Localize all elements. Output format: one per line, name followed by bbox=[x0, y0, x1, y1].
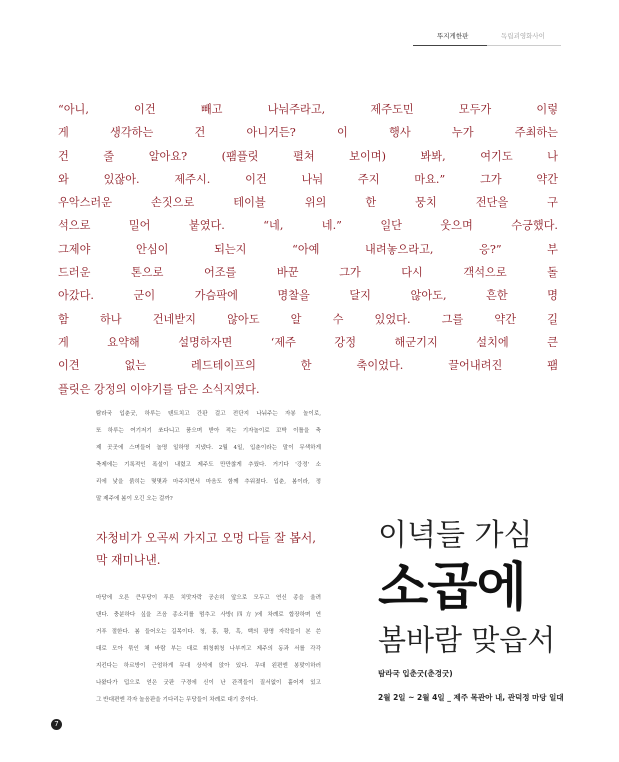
quote-line: “아니, 이건 빼고 나눠주라고, 제주도민 모두가 이렇 bbox=[58, 103, 558, 116]
intro-line: 축제에는 기록적인 폭설이 내렸고 제주도 만만찮게 추웠다. 거기다 '강정' 소 bbox=[96, 462, 321, 469]
body-line: 마당에 오른 큰무당이 푸른 치맛자락 공손히 앞으로 모두고 연신 종을 울려 bbox=[96, 595, 321, 601]
article-title-line2: 소곱에 bbox=[378, 558, 526, 618]
header-rule-active bbox=[413, 45, 487, 46]
body-line: 그 반대편엔 각자 놀음판을 기다리는 무당들이 차례로 대기 중이다. bbox=[96, 697, 258, 704]
body-line: 거푸 절한다. 봄 들어오는 길목이다. 청, 홍, 황, 흑, 백의 광명 자락들이 본 쓴 bbox=[96, 629, 321, 636]
body-line: 대로 모아 묶인 채 바람 부는 대로 휘청휘청 나부끼고 제주의 동과 서를 각각 bbox=[96, 646, 321, 653]
body-paragraph bbox=[96, 590, 321, 709]
quote-line: 드러운 톤으로 어조를 바꾼 그가 다시 객석으로 돌 bbox=[58, 266, 558, 280]
intro-line: 탐라국 입춘굿, 하루는 텐트치고 간판 걸고 전단지 나눠주는 자봉 놀이로, bbox=[96, 411, 321, 417]
quote-line: 건 줄 알아요? (팸플릿 펼쳐 보이며) 봐봐, 여기도 나 bbox=[58, 149, 558, 163]
quote-line: 그제야 안심이 되는지 “아예 내려놓으라고, 응?” 부 bbox=[58, 242, 558, 256]
article-title-line3: 봄바람 맞읍서 bbox=[378, 623, 556, 657]
page-number: 7 bbox=[51, 719, 62, 730]
quote-line: 함 하나 건네받지 않아도 알 수 있었다. 그를 약간 길 bbox=[58, 312, 558, 326]
quote-line: 우악스러운 손짓으로 테이블 위의 한 뭉치 전단을 구 bbox=[58, 196, 558, 210]
quote-line: 이견 없는 레드테이프의 한 축이었다. 끌어내려진 팸 bbox=[58, 359, 558, 373]
intro-line: 리에 낯을 붉히는 몇몇과 마주치면서 마음도 함께 추워졌다. 입춘, 봄이라, 정 bbox=[96, 479, 321, 486]
magazine-label: 독립괴영화사이 bbox=[501, 32, 545, 40]
subhead-line: 막 재미나낸. bbox=[96, 552, 161, 567]
pull-quote bbox=[58, 98, 558, 401]
quote-line: 아갔다. 군이 가슴팍에 명찰을 달지 않아도, 흔한 명 bbox=[58, 289, 558, 303]
quote-line: 게 요약해 설명하자면 ‘제주 강정 해군기지 설치에 큰 bbox=[58, 335, 558, 349]
subhead-line: 자청비가 오곡씨 가지고 오멍 다들 잘 봅서, bbox=[96, 531, 316, 545]
quote-line: 게 생각하는 건 아니거든? 이 행사 누가 주최하는 bbox=[58, 126, 558, 140]
body-line: 나왔다가 덥으로 얻은 굿판 구경에 신이 난 관객들이 질서없이 흩어져 있고 bbox=[96, 680, 321, 687]
header-rule bbox=[487, 45, 561, 46]
quote-line: 석으로 밀어 붙였다. “네, 네.” 일단 웃으며 수긍했다. bbox=[58, 219, 558, 233]
article-title-line1: 이녁들 가심 bbox=[378, 518, 533, 553]
intro-line: 말 제주에 봄이 오긴 오는 걸까? bbox=[96, 496, 173, 503]
section-subhead bbox=[96, 528, 356, 571]
running-header bbox=[0, 31, 619, 45]
intro-line: 또 하루는 여기저기 쏘다니고 품으며 받아 적는 기자놀이로 꼬박 이틀을 축 bbox=[96, 428, 321, 435]
quote-line: 플릿은 강정의 이야기를 담은 소식지였다. bbox=[58, 382, 260, 396]
intro-line: 제 곳곳에 스며들어 놀명 일하명 지냈다. 2월 4일, 입춘이라는 말이 무색하게 bbox=[96, 445, 321, 452]
quote-line: 와 있잖아. 제주시. 이건 나눠 주지 마요.” 그가 약간 bbox=[58, 172, 558, 186]
event-details: 2월 2일 ~ 2월 4일 _ 제주 목관아 내, 관덕정 마당 일대 bbox=[378, 693, 564, 702]
body-line: 지킨다는 하르방이 근엄하게 무대 상석에 앉아 있다. 무대 왼편엔 봉맞이하러 bbox=[96, 663, 321, 670]
body-line: 댄다. 충분하다 싶을 즈음 종소리를 멈추고 사방(四方)에 차례로 합장하며 연 bbox=[96, 612, 321, 619]
intro-paragraph bbox=[96, 406, 321, 508]
event-name: 탐라국 입춘굿(춘경굿) bbox=[378, 669, 453, 678]
section-label: 뚜지게한판 bbox=[437, 32, 469, 40]
